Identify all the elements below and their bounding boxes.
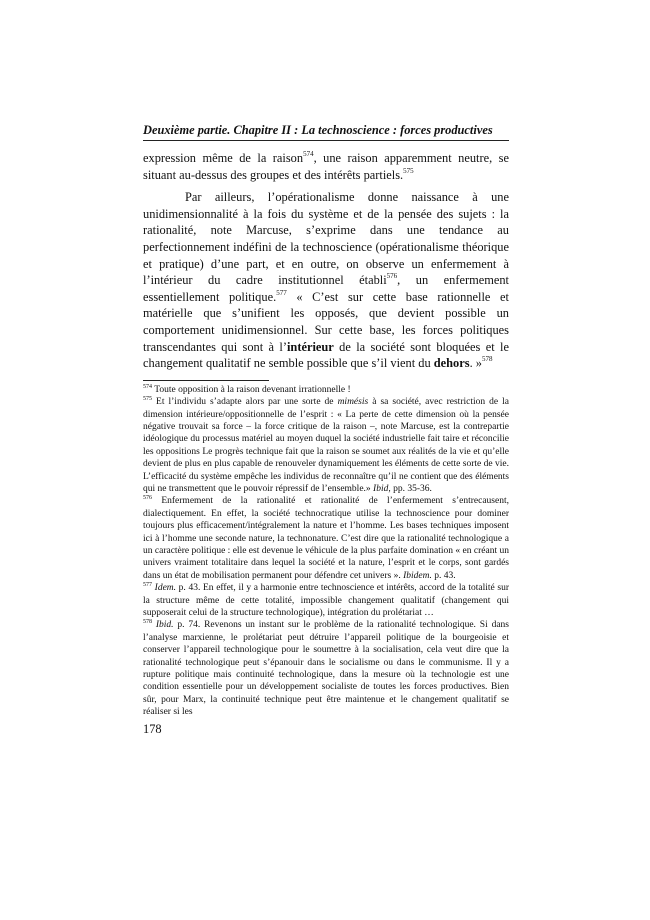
footnote-574 xyxy=(143,384,509,396)
footnote-number: 575 xyxy=(143,396,152,403)
footnote-ref-575: 575 xyxy=(403,166,414,175)
footnote-number: 576 xyxy=(143,495,152,502)
footnote-text: à sa société, avec restriction de la dimension intérieure/oppositionnelle de l’esprit : « La perte de cette dimension où la pensée négative trouvait sa force – la force critique de la raison –, note Marcuse, est la contrepartie idéologique du processus matériel au moyen duquel la société industrielle fait taire et réconcilie les oppositions Le progrès technique fait que la raison se soumet aux réalités de la vie et qu’elle devient de plus en plus capable de renouveler dynamiquement les éléments de cette sorte de vie. L’efficacité du système empêche les individus de reconnaître qu’il ne contient que des éléments qui ne transmettent que le pouvoir répressif de l’ensemble.» xyxy=(143,397,509,494)
footnote-separator xyxy=(143,380,269,381)
footnote-ref-577: 577 xyxy=(276,288,287,297)
document-page xyxy=(143,122,509,737)
paragraph-2 xyxy=(143,189,509,372)
footnote-italic: Ibidem. xyxy=(403,570,432,581)
text-run: , un enfermement essentiellement politique. xyxy=(143,273,509,304)
footnote-italic: mimésis xyxy=(337,397,369,408)
page-number: 178 xyxy=(143,721,162,736)
footnote-text: p. 43. En effet, il y a harmonie entre technoscience et intérêts, accord de la totalité sur la structure même de cette totalité, impossible changement qualitatif (changement qui supposerait celui de la structure technologique), intégration du prolétariat … xyxy=(143,583,510,619)
footnote-italic: Idem. xyxy=(152,583,177,594)
text-run: Par ailleurs, l’opérationalisme donne naissance à une unidimensionnalité à la fois du système et de la pensée des sujets : la rationalité, note Marcuse, s’exprime dans une tendance au perfectionnement indéfini de la technoscience (opérationalisme théorique et pratique) d’une part, et en outre, on observe un enfermement à l’intérieur du cadre institutionnel établi xyxy=(143,190,509,288)
text-run: expression même de la raison xyxy=(143,151,304,165)
bold-term-interieur: intérieur xyxy=(286,339,334,354)
main-text xyxy=(143,150,509,372)
footnote-number: 577 xyxy=(143,582,152,589)
footnote-italic: Ibid xyxy=(373,483,389,494)
footnote-ref-576: 576 xyxy=(386,272,398,281)
footnote-text: p. 43. xyxy=(431,570,456,581)
footnote-578 xyxy=(143,619,509,718)
footnote-text: , pp. 35-36. xyxy=(388,483,432,494)
paragraph-1 xyxy=(143,150,509,183)
footnote-577 xyxy=(143,582,509,619)
footnote-text: Enfermement de la rationalité et rationalité de l’enfermement s’entrecausent, dialectiquement. En effet, la société technocratique utilise la technoscience pour dominer toujours plus efficacement/intégralement la nature et l’homme. Les bases techniques imposent ici à l’homme une seconde nature, la technonature. C’est dire que la rationalité technologique a un caractère politique : elle est devenue le véhicule de la plus parfaite domination « en créant un univers vraiment totalitaire dans lequel la société et la nature, l’esprit et le corps, sont gardés dans un état de mobilisation permanent pour défendre cet univers ». xyxy=(143,496,509,581)
footnotes xyxy=(143,384,509,719)
footnote-number: 574 xyxy=(143,383,152,390)
footnote-text: Et l’individu s’adapte alors par une sorte de xyxy=(152,397,338,408)
footnote-576 xyxy=(143,495,509,582)
footnote-ref-574: 574 xyxy=(303,150,314,158)
text-run: , une raison apparemment neutre, se situant au-dessus des groupes et des intérêts partiels. xyxy=(143,151,509,182)
text-run: « C’est sur cette base rationnelle et matérielle que s’unifient les opposés, que devient possible un comportement unidimensionnel. Sur cette base, les forces politiques transcendantes qui sont à l’ xyxy=(143,289,509,354)
footnote-number: 578 xyxy=(143,619,152,626)
text-run: de la société sont bloquées et le changement qualitatif ne semble possible que s’il vient du xyxy=(143,339,509,371)
bold-term-dehors: dehors xyxy=(433,356,470,371)
running-header: Deuxième partie. Chapitre II : La technoscience : forces productives xyxy=(143,122,509,141)
footnote-575 xyxy=(143,396,509,495)
footnote-text: p. 74. Revenons un instant sur le problème de la rationalité technologique. Si dans l’analyse marxienne, le prolétariat peut détruire l’appareil politique de la bourgeoisie et conserver l’appareil technologique pour le soumettre à la socialisation, cela veut dire que la rationalité technologique peut s’épanouir dans le socialisme ou dans le communisme. Il y a rupture politique mais continuité technologique, dans la mesure où la technologie est une condition essentielle pour un développement socialiste de toutes les forces productives. Bien sûr, pour Marx, la continuité technique peut être maintenue et le changement qualitatif se réaliser si les xyxy=(143,620,509,718)
footnote-text: Toute opposition à la raison devenant irrationnelle ! xyxy=(152,384,351,395)
footnote-italic: Ibid. xyxy=(152,620,174,631)
text-run: . » xyxy=(469,356,482,371)
footnote-ref-578: 578 xyxy=(481,355,493,364)
